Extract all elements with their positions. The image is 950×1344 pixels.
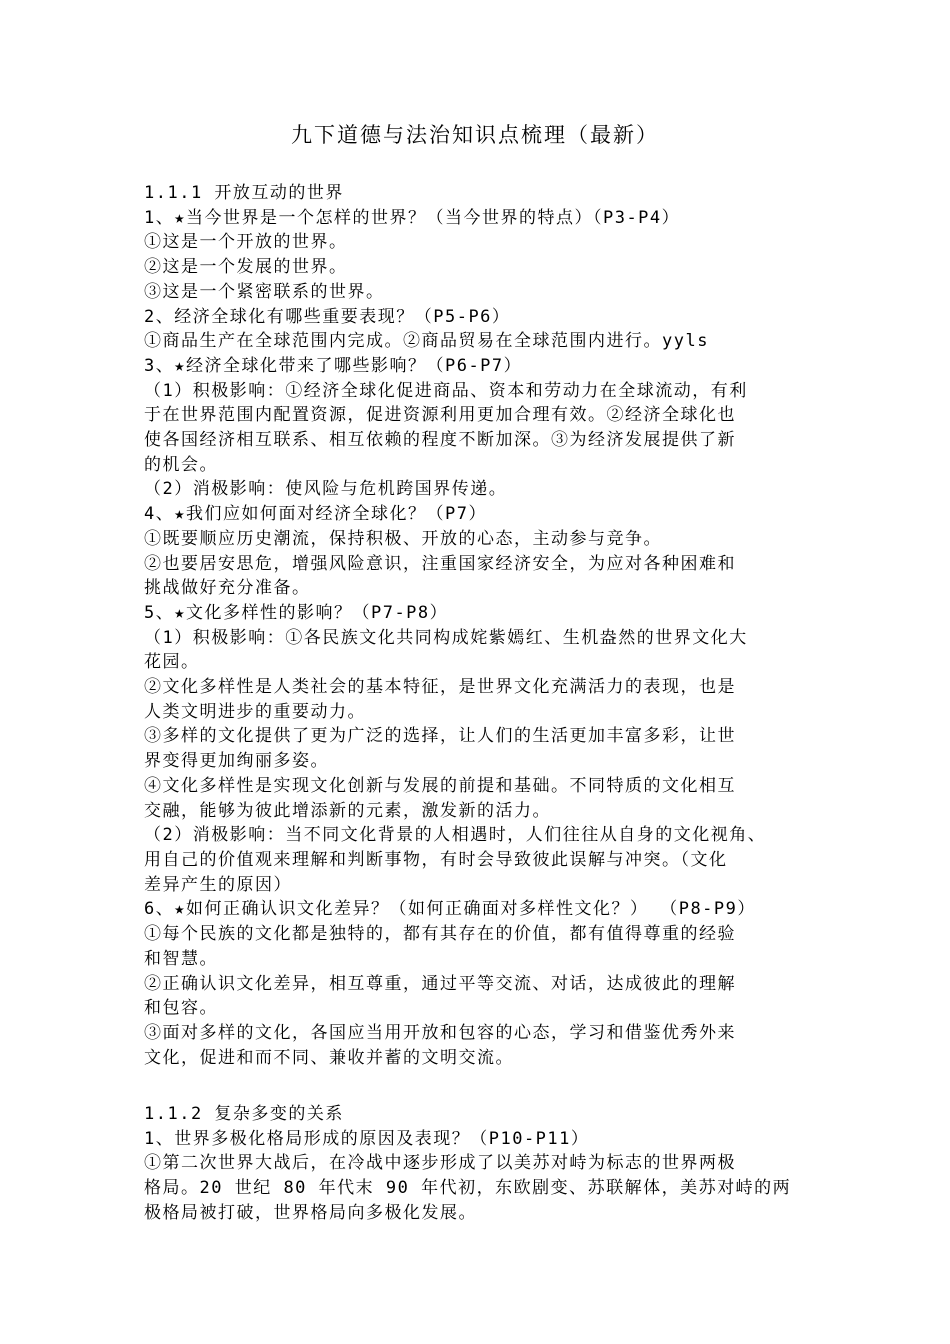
text-line: 用自己的价值观来理解和判断事物，有时会导致彼此误解与冲突。（文化 <box>144 849 728 870</box>
text-line: 的机会。 <box>144 454 218 475</box>
text-line: （2）消极影响：当不同文化背景的人相遇时，人们往往从自身的文化视角、 <box>144 825 767 846</box>
text-line: 花园。 <box>144 652 200 673</box>
document-title: 九下道德与法治知识点梳理（最新） <box>291 123 659 147</box>
question-5: 5、★文化多样性的影响？（P7-P8） <box>144 602 449 623</box>
text-line: （1）积极影响：①各民族文化共同构成姹紫嫣红、生机盎然的世界文化大 <box>144 627 748 648</box>
question-6: 6、★如何正确认识文化差异？（如何正确面对多样性文化？） （P8-P9） <box>144 899 756 920</box>
section-1-text <box>144 181 812 1070</box>
text-line: ①第二次世界大战后，在冷战中逐步形成了以美苏对峙为标志的世界两极 <box>144 1153 736 1174</box>
question-1: 1、世界多极化格局形成的原因及表现？（P10-P11） <box>144 1128 590 1149</box>
text-line: ③这是一个紧密联系的世界。 <box>144 281 385 302</box>
question-3: 3、★经济全球化带来了哪些影响？（P6-P7） <box>144 355 523 376</box>
text-line: 界变得更加绚丽多姿。 <box>144 751 329 772</box>
text-line: 差异产生的原因） <box>144 874 292 895</box>
text-line: 文化，促进和而不同、兼收并蓄的文明交流。 <box>144 1047 514 1068</box>
section-heading: 1.1.2 复杂多变的关系 <box>144 1104 344 1124</box>
text-line: ①这是一个开放的世界。 <box>144 232 348 253</box>
text-line: ①既要顺应历史潮流，保持积极、开放的心态，主动参与竞争。 <box>144 528 662 549</box>
text-line: ②也要居安思危，增强风险意识，注重国家经济安全，为应对各种困难和 <box>144 553 736 574</box>
text-line: ②文化多样性是人类社会的基本特征，是世界文化充满活力的表现，也是 <box>144 677 736 698</box>
text-line: ②正确认识文化差异，相互尊重，通过平等交流、对话，达成彼此的理解 <box>144 973 736 994</box>
question-2: 2、经济全球化有哪些重要表现？（P5-P6） <box>144 306 511 327</box>
text-line: 于在世界范围内配置资源，促进资源利用更加合理有效。②经济全球化也 <box>144 405 736 426</box>
question-4: 4、★我们应如何面对经济全球化？（P7） <box>144 504 487 525</box>
text-line: 极格局被打破，世界格局向多极化发展。 <box>144 1202 477 1223</box>
text-line: （1）积极影响：①经济全球化促进商品、资本和劳动力在全球流动，有利 <box>144 380 748 401</box>
text-line: 和包容。 <box>144 998 218 1019</box>
text-line: （2）消极影响：使风险与危机跨国界传递。 <box>144 479 508 500</box>
text-line: ④文化多样性是实现文化创新与发展的前提和基础。不同特质的文化相互 <box>144 775 736 796</box>
question-1: 1、★当今世界是一个怎样的世界？（当今世界的特点）（P3-P4） <box>144 207 681 228</box>
text-line: 挑战做好充分准备。 <box>144 578 311 599</box>
text-line: 交融，能够为彼此增添新的元素，激发新的活力。 <box>144 800 551 821</box>
text-line: 人类文明进步的重要动力。 <box>144 701 366 722</box>
text-line: ③多样的文化提供了更为广泛的选择，让人们的生活更加丰富多彩，让世 <box>144 726 736 747</box>
text-line: ②这是一个发展的世界。 <box>144 257 348 278</box>
section-heading: 1.1.1 开放互动的世界 <box>144 183 344 203</box>
text-line: 和智慧。 <box>144 948 218 969</box>
section-2-text <box>144 1102 812 1226</box>
text-line: ③面对多样的文化，各国应当用开放和包容的心态，学习和借鉴优秀外来 <box>144 1022 736 1043</box>
text-line: ①每个民族的文化都是独特的，都有其存在的价值，都有值得尊重的经验 <box>144 924 736 945</box>
text-line: ①商品生产在全球范围内完成。②商品贸易在全球范围内进行。yyls <box>144 331 709 352</box>
text-line: 格局。20 世纪 80 年代末 90 年代初，东欧剧变、苏联解体，美苏对峙的两 <box>144 1178 792 1199</box>
text-line: 使各国经济相互联系、相互依赖的程度不断加深。③为经济发展提供了新 <box>144 430 736 451</box>
